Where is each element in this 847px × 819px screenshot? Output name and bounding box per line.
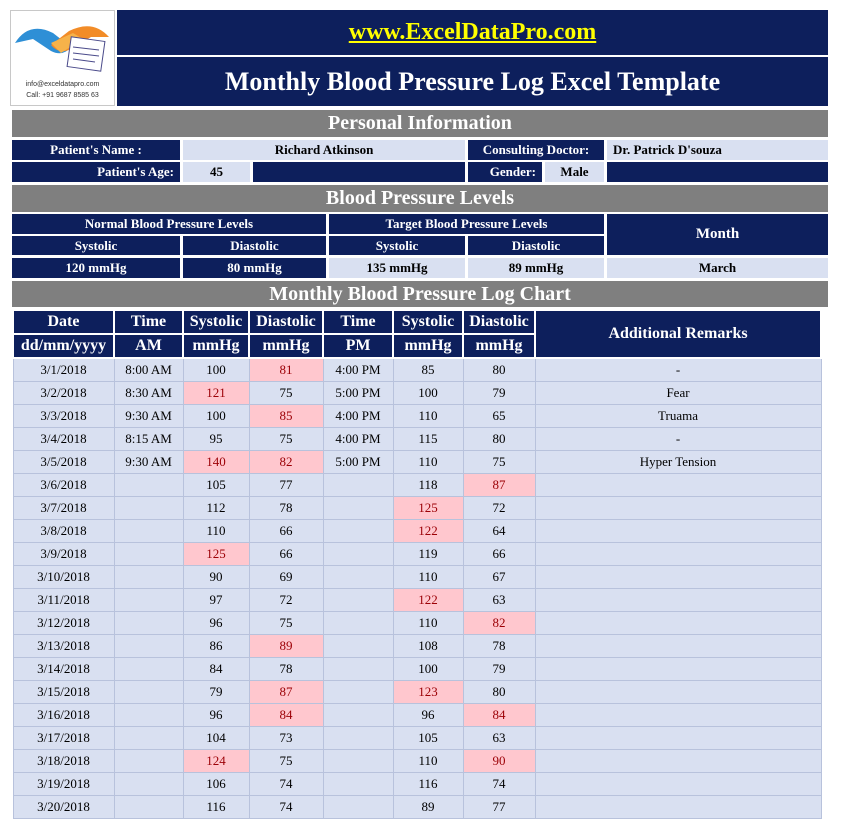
table-row: [13, 635, 821, 658]
pm-time-cell[interactable]: [323, 635, 393, 658]
header-am-diastolic: Diastolic: [249, 310, 323, 334]
table-row: [13, 520, 821, 543]
am-time-cell[interactable]: 8:00 AM: [114, 358, 183, 382]
subheader-am-diastolic-unit: mmHg: [249, 334, 323, 358]
am-diastolic-cell[interactable]: 81: [249, 358, 323, 382]
table-row: [13, 405, 821, 428]
month-header: Month: [607, 214, 828, 255]
am-systolic-cell[interactable]: 116: [183, 796, 249, 819]
pm-diastolic-cell[interactable]: 63: [463, 589, 535, 612]
remarks-cell[interactable]: [535, 474, 821, 497]
pm-time-cell[interactable]: [323, 750, 393, 773]
am-time-cell[interactable]: 9:30 AM: [114, 451, 183, 474]
pm-diastolic-cell[interactable]: 75: [463, 451, 535, 474]
header-pm-systolic: Systolic: [393, 310, 463, 334]
target-diastolic-header: Diastolic: [468, 236, 604, 255]
am-time-cell[interactable]: [114, 727, 183, 750]
am-diastolic-cell[interactable]: 77: [249, 474, 323, 497]
table-row: [13, 497, 821, 520]
am-systolic-cell[interactable]: 86: [183, 635, 249, 658]
pm-time-cell[interactable]: [323, 796, 393, 819]
pm-systolic-cell[interactable]: 118: [393, 474, 463, 497]
am-systolic-cell[interactable]: 96: [183, 704, 249, 727]
pm-time-cell[interactable]: 5:00 PM: [323, 382, 393, 405]
pm-diastolic-cell[interactable]: 74: [463, 773, 535, 796]
date-cell[interactable]: 3/6/2018: [13, 474, 114, 497]
table-row: [13, 773, 821, 796]
pm-systolic-cell[interactable]: 89: [393, 796, 463, 819]
pm-time-cell[interactable]: 5:00 PM: [323, 451, 393, 474]
pm-systolic-cell[interactable]: 125: [393, 497, 463, 520]
consulting-doctor-value[interactable]: Dr. Patrick D'souza: [607, 140, 828, 160]
table-row: [13, 451, 821, 474]
pm-time-cell[interactable]: [323, 658, 393, 681]
table-row: [13, 566, 821, 589]
subheader-pm: PM: [323, 334, 393, 358]
month-value[interactable]: March: [607, 258, 828, 278]
company-logo: [10, 10, 115, 106]
website-link[interactable]: www.ExcelDataPro.com: [348, 19, 597, 45]
target-levels-header: Target Blood Pressure Levels: [329, 214, 604, 234]
pm-time-cell[interactable]: 4:00 PM: [323, 405, 393, 428]
date-cell[interactable]: 3/3/2018: [13, 405, 114, 428]
am-diastolic-cell[interactable]: 78: [249, 497, 323, 520]
remarks-cell[interactable]: [535, 727, 821, 750]
pm-systolic-cell[interactable]: 116: [393, 773, 463, 796]
am-systolic-cell[interactable]: 96: [183, 612, 249, 635]
pm-diastolic-cell[interactable]: 65: [463, 405, 535, 428]
remarks-cell[interactable]: [535, 520, 821, 543]
am-diastolic-cell[interactable]: 72: [249, 589, 323, 612]
pm-systolic-cell[interactable]: 96: [393, 704, 463, 727]
remarks-cell[interactable]: [535, 773, 821, 796]
remarks-cell[interactable]: [535, 658, 821, 681]
date-cell[interactable]: 3/14/2018: [13, 658, 114, 681]
table-row: [13, 428, 821, 451]
header-additional-remarks: Additional Remarks: [535, 310, 821, 358]
date-cell[interactable]: 3/10/2018: [13, 566, 114, 589]
am-systolic-cell[interactable]: 95: [183, 428, 249, 451]
date-cell[interactable]: 3/7/2018: [13, 497, 114, 520]
date-cell[interactable]: 3/15/2018: [13, 681, 114, 704]
remarks-cell[interactable]: -: [535, 358, 821, 382]
am-systolic-cell[interactable]: 110: [183, 520, 249, 543]
pm-diastolic-cell[interactable]: 84: [463, 704, 535, 727]
remarks-cell[interactable]: Truama: [535, 405, 821, 428]
am-time-cell[interactable]: 9:30 AM: [114, 405, 183, 428]
pm-systolic-cell[interactable]: 110: [393, 612, 463, 635]
gender-label: Gender:: [468, 162, 542, 182]
table-row: [13, 796, 821, 819]
remarks-cell[interactable]: Hyper Tension: [535, 451, 821, 474]
pm-time-cell[interactable]: 4:00 PM: [323, 358, 393, 382]
remarks-cell[interactable]: [535, 796, 821, 819]
am-systolic-cell[interactable]: 100: [183, 405, 249, 428]
page-title: Monthly Blood Pressure Log Excel Template: [117, 57, 828, 106]
am-systolic-cell[interactable]: 124: [183, 750, 249, 773]
blood-pressure-log-table: [12, 309, 822, 819]
handshake-logo-icon: [11, 13, 114, 81]
am-time-cell[interactable]: 8:15 AM: [114, 428, 183, 451]
pm-systolic-cell[interactable]: 123: [393, 681, 463, 704]
am-diastolic-cell[interactable]: 74: [249, 773, 323, 796]
pm-systolic-cell[interactable]: 110: [393, 451, 463, 474]
date-cell[interactable]: 3/16/2018: [13, 704, 114, 727]
am-diastolic-cell[interactable]: 89: [249, 635, 323, 658]
am-systolic-cell[interactable]: 106: [183, 773, 249, 796]
pm-diastolic-cell[interactable]: 87: [463, 474, 535, 497]
pm-time-cell[interactable]: [323, 727, 393, 750]
pm-time-cell[interactable]: [323, 589, 393, 612]
pm-diastolic-cell[interactable]: 66: [463, 543, 535, 566]
logo-email: info@exceldatapro.com: [25, 81, 100, 88]
pm-systolic-cell[interactable]: 105: [393, 727, 463, 750]
am-diastolic-cell[interactable]: 85: [249, 405, 323, 428]
am-diastolic-cell[interactable]: 75: [249, 750, 323, 773]
remarks-cell[interactable]: [535, 704, 821, 727]
remarks-cell[interactable]: [535, 750, 821, 773]
remarks-cell[interactable]: [535, 589, 821, 612]
date-cell[interactable]: 3/8/2018: [13, 520, 114, 543]
section-monthly-log-chart: Monthly Blood Pressure Log Chart: [12, 281, 828, 307]
am-diastolic-cell[interactable]: 84: [249, 704, 323, 727]
table-row: [13, 750, 821, 773]
patient-name-label: Patient's Name :: [12, 140, 180, 160]
am-time-cell[interactable]: [114, 658, 183, 681]
am-time-cell[interactable]: [114, 589, 183, 612]
logo-phone: Call: +91 9687 8585 63: [26, 92, 99, 99]
am-diastolic-cell[interactable]: 78: [249, 658, 323, 681]
pm-diastolic-cell[interactable]: 80: [463, 358, 535, 382]
am-systolic-cell[interactable]: 84: [183, 658, 249, 681]
date-cell[interactable]: 3/4/2018: [13, 428, 114, 451]
am-diastolic-cell[interactable]: 75: [249, 382, 323, 405]
pm-systolic-cell[interactable]: 122: [393, 520, 463, 543]
date-cell[interactable]: 3/12/2018: [13, 612, 114, 635]
age-spacer-cell: [253, 162, 465, 182]
am-time-cell[interactable]: [114, 543, 183, 566]
pm-time-cell[interactable]: [323, 681, 393, 704]
table-row: [13, 358, 821, 382]
am-systolic-cell[interactable]: 100: [183, 358, 249, 382]
table-row: [13, 612, 821, 635]
pm-systolic-cell[interactable]: 110: [393, 750, 463, 773]
remarks-cell[interactable]: [535, 635, 821, 658]
pm-time-cell[interactable]: [323, 497, 393, 520]
am-diastolic-cell[interactable]: 66: [249, 520, 323, 543]
normal-systolic-value[interactable]: 120 mmHg: [12, 258, 180, 278]
am-time-cell[interactable]: [114, 796, 183, 819]
subheader-pm-systolic-unit: mmHg: [393, 334, 463, 358]
subheader-am: AM: [114, 334, 183, 358]
date-cell[interactable]: 3/19/2018: [13, 773, 114, 796]
am-time-cell[interactable]: [114, 566, 183, 589]
pm-diastolic-cell[interactable]: 82: [463, 612, 535, 635]
log-header-row: [13, 310, 821, 334]
am-time-cell[interactable]: [114, 704, 183, 727]
am-time-cell[interactable]: [114, 474, 183, 497]
table-row: [13, 704, 821, 727]
am-diastolic-cell[interactable]: 75: [249, 428, 323, 451]
am-diastolic-cell[interactable]: 66: [249, 543, 323, 566]
patient-name-value[interactable]: Richard Atkinson: [183, 140, 465, 160]
pm-systolic-cell[interactable]: 85: [393, 358, 463, 382]
pm-diastolic-cell[interactable]: 77: [463, 796, 535, 819]
header-pm-diastolic: Diastolic: [463, 310, 535, 334]
header-am-time: Time: [114, 310, 183, 334]
date-cell[interactable]: 3/18/2018: [13, 750, 114, 773]
am-diastolic-cell[interactable]: 69: [249, 566, 323, 589]
remarks-cell[interactable]: [535, 612, 821, 635]
target-systolic-header: Systolic: [329, 236, 465, 255]
date-cell[interactable]: 3/11/2018: [13, 589, 114, 612]
header-am-systolic: Systolic: [183, 310, 249, 334]
am-time-cell[interactable]: [114, 497, 183, 520]
pm-time-cell[interactable]: [323, 704, 393, 727]
am-systolic-cell[interactable]: 97: [183, 589, 249, 612]
table-row: [13, 474, 821, 497]
date-cell[interactable]: 3/5/2018: [13, 451, 114, 474]
am-systolic-cell[interactable]: 140: [183, 451, 249, 474]
am-time-cell[interactable]: 8:30 AM: [114, 382, 183, 405]
pm-time-cell[interactable]: [323, 543, 393, 566]
pm-systolic-cell[interactable]: 115: [393, 428, 463, 451]
header-date: Date: [13, 310, 114, 334]
am-systolic-cell[interactable]: 105: [183, 474, 249, 497]
patient-age-label: Patient's Age:: [12, 162, 180, 182]
am-time-cell[interactable]: [114, 612, 183, 635]
pm-diastolic-cell[interactable]: 78: [463, 635, 535, 658]
subheader-pm-diastolic-unit: mmHg: [463, 334, 535, 358]
normal-systolic-header: Systolic: [12, 236, 180, 255]
table-row: [13, 543, 821, 566]
url-banner: [117, 10, 828, 55]
pm-systolic-cell[interactable]: 100: [393, 382, 463, 405]
date-cell[interactable]: 3/2/2018: [13, 382, 114, 405]
pm-systolic-cell[interactable]: 122: [393, 589, 463, 612]
pm-systolic-cell[interactable]: 110: [393, 405, 463, 428]
pm-time-cell[interactable]: 4:00 PM: [323, 428, 393, 451]
patient-age-value[interactable]: 45: [183, 162, 250, 182]
table-row: [13, 658, 821, 681]
pm-systolic-cell[interactable]: 100: [393, 658, 463, 681]
target-systolic-value[interactable]: 135 mmHg: [329, 258, 465, 278]
am-time-cell[interactable]: [114, 520, 183, 543]
am-diastolic-cell[interactable]: 87: [249, 681, 323, 704]
am-time-cell[interactable]: [114, 681, 183, 704]
pm-diastolic-cell[interactable]: 72: [463, 497, 535, 520]
am-systolic-cell[interactable]: 104: [183, 727, 249, 750]
am-systolic-cell[interactable]: 112: [183, 497, 249, 520]
normal-diastolic-header: Diastolic: [183, 236, 326, 255]
remarks-cell[interactable]: Fear: [535, 382, 821, 405]
remarks-cell[interactable]: -: [535, 428, 821, 451]
header-pm-time: Time: [323, 310, 393, 334]
am-diastolic-cell[interactable]: 74: [249, 796, 323, 819]
date-cell[interactable]: 3/17/2018: [13, 727, 114, 750]
pm-systolic-cell[interactable]: 119: [393, 543, 463, 566]
remarks-cell[interactable]: [535, 681, 821, 704]
normal-levels-header: Normal Blood Pressure Levels: [12, 214, 326, 234]
date-cell[interactable]: 3/13/2018: [13, 635, 114, 658]
table-row: [13, 727, 821, 750]
am-diastolic-cell[interactable]: 82: [249, 451, 323, 474]
pm-diastolic-cell[interactable]: 80: [463, 681, 535, 704]
am-systolic-cell[interactable]: 90: [183, 566, 249, 589]
table-row: [13, 382, 821, 405]
am-time-cell[interactable]: [114, 750, 183, 773]
gender-spacer-cell: [607, 162, 828, 182]
subheader-date-format: dd/mm/yyyy: [13, 334, 114, 358]
am-diastolic-cell[interactable]: 75: [249, 612, 323, 635]
am-systolic-cell[interactable]: 121: [183, 382, 249, 405]
remarks-cell[interactable]: [535, 566, 821, 589]
pm-diastolic-cell[interactable]: 79: [463, 382, 535, 405]
pm-time-cell[interactable]: [323, 773, 393, 796]
am-time-cell[interactable]: [114, 635, 183, 658]
pm-systolic-cell[interactable]: 110: [393, 566, 463, 589]
pm-time-cell[interactable]: [323, 474, 393, 497]
am-systolic-cell[interactable]: 79: [183, 681, 249, 704]
subheader-am-systolic-unit: mmHg: [183, 334, 249, 358]
pm-diastolic-cell[interactable]: 79: [463, 658, 535, 681]
pm-time-cell[interactable]: [323, 520, 393, 543]
section-personal-information: Personal Information: [12, 110, 828, 137]
pm-time-cell[interactable]: [323, 612, 393, 635]
normal-diastolic-value[interactable]: 80 mmHg: [183, 258, 326, 278]
pm-diastolic-cell[interactable]: 80: [463, 428, 535, 451]
pm-diastolic-cell[interactable]: 64: [463, 520, 535, 543]
section-blood-pressure-levels: Blood Pressure Levels: [12, 185, 828, 212]
date-cell[interactable]: 3/1/2018: [13, 358, 114, 382]
consulting-doctor-label: Consulting Doctor:: [468, 140, 604, 160]
pm-diastolic-cell[interactable]: 63: [463, 727, 535, 750]
target-diastolic-value[interactable]: 89 mmHg: [468, 258, 604, 278]
gender-value[interactable]: Male: [545, 162, 604, 182]
date-cell[interactable]: 3/9/2018: [13, 543, 114, 566]
am-diastolic-cell[interactable]: 73: [249, 727, 323, 750]
date-cell[interactable]: 3/20/2018: [13, 796, 114, 819]
pm-time-cell[interactable]: [323, 566, 393, 589]
pm-systolic-cell[interactable]: 108: [393, 635, 463, 658]
table-row: [13, 589, 821, 612]
remarks-cell[interactable]: [535, 543, 821, 566]
pm-diastolic-cell[interactable]: 90: [463, 750, 535, 773]
am-systolic-cell[interactable]: 125: [183, 543, 249, 566]
table-row: [13, 681, 821, 704]
remarks-cell[interactable]: [535, 497, 821, 520]
am-time-cell[interactable]: [114, 773, 183, 796]
pm-diastolic-cell[interactable]: 67: [463, 566, 535, 589]
